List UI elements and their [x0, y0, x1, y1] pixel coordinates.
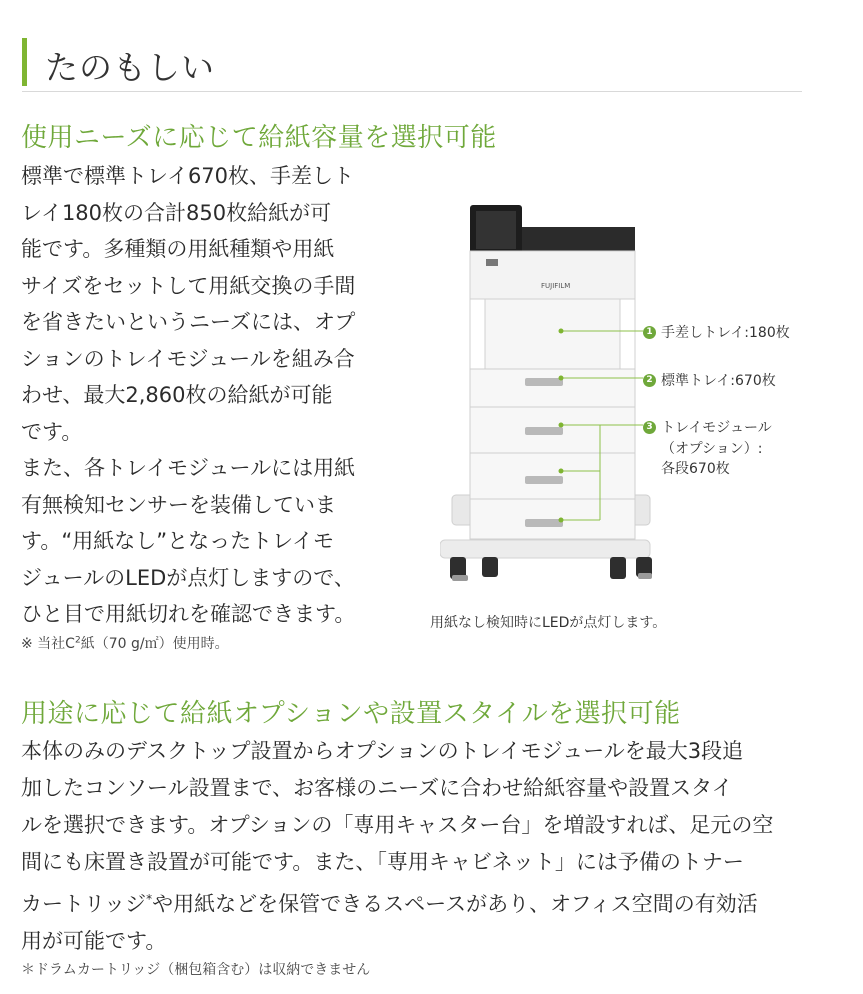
footnote-marker: *	[146, 892, 153, 906]
body-line: 用が可能です。	[21, 929, 167, 953]
footnote-text: ※ 当社C	[21, 636, 75, 652]
section1-footnote	[21, 633, 229, 653]
callout-tray-module	[643, 417, 772, 437]
callout-number-2: 2	[643, 374, 656, 387]
callout-standard-tray	[643, 370, 776, 390]
callout-label-line2: （オプション）:	[661, 441, 763, 457]
page-header	[22, 38, 802, 92]
callout-manual-tray	[643, 322, 790, 342]
body-line	[21, 881, 821, 923]
body-line: 有無検知センサーを装備していま	[21, 492, 336, 517]
callout-label-line3: 各段670枚	[661, 461, 730, 477]
body-line: サイズをセットして用紙交換の手間	[21, 273, 356, 298]
printer-brand-logo: FUJIFILM	[541, 282, 571, 290]
header-accent-bar	[22, 38, 27, 86]
callout-number-3: 3	[643, 421, 656, 434]
page-title: たのもしい	[45, 48, 215, 87]
body-line: 本体のみのデスクトップ設置からオプションのトレイモジュールを最大3段追	[21, 739, 744, 763]
body-line: です。	[21, 419, 83, 444]
body-line: 加したコンソール設置まで、お客様のニーズに合わせ給紙容量や設置スタイ	[21, 776, 733, 800]
body-line: す。“用紙なし”となったトレイモ	[21, 529, 335, 553]
section1-heading: 使用ニーズに応じて給紙容量を選択可能	[21, 123, 497, 153]
callout-label: トレイモジュール	[661, 420, 772, 436]
body-line: ルを選択できます。オプションの「専用キャスター台」を増設すれば、足元の空	[21, 813, 774, 837]
body-line: 標準で標準トレイ670枚、手差しト	[21, 164, 355, 188]
callout-label: 標準トレイ:670枚	[661, 373, 776, 389]
standard-tray	[470, 369, 635, 407]
section2-heading: 用途に応じて給紙オプションや設置スタイルを選択可能	[21, 699, 681, 729]
section1-body	[21, 158, 381, 633]
section2-footnote: ＊ドラムカートリッジ（梱包箱含む）は収納できません	[21, 962, 371, 978]
body-line: ションのトレイモジュールを組み合	[21, 346, 355, 371]
body-line: ジュールのLEDが点灯しますので、	[21, 565, 355, 590]
footnote-text: 紙（70 g/㎡）使用時。	[80, 636, 229, 652]
body-line: レイ180枚の合計850枚給紙が可	[21, 200, 332, 225]
figure-caption: 用紙なし検知時にLEDが点灯します。	[430, 615, 667, 631]
body-line: ひと目で用紙切れを確認できます。	[21, 602, 356, 626]
body-line: わせ、最大2,860枚の給紙が可能	[21, 383, 333, 407]
callout-number-1: 1	[643, 326, 656, 339]
printer-illustration	[440, 195, 840, 595]
body-text: や用紙などを保管できるスペースがあり、オフィス空間の有効活	[152, 892, 758, 916]
body-line: 能です。多種類の用紙種類や用紙	[21, 237, 335, 261]
printer-main-body	[470, 205, 635, 369]
body-line: また、各トレイモジュールには用紙	[21, 456, 356, 480]
body-text: カートリッジ	[21, 892, 147, 916]
body-line: 間にも床置き設置が可能です。また、「専用キャビネット」には予備のトナー	[21, 850, 744, 874]
footnote-superscript: 2	[74, 635, 81, 646]
body-line: を省きたいというニーズには、オプ	[21, 310, 356, 334]
section2-body	[21, 733, 821, 960]
callout-label: 手差しトレイ:180枚	[661, 325, 790, 341]
tray-modules	[470, 407, 635, 539]
